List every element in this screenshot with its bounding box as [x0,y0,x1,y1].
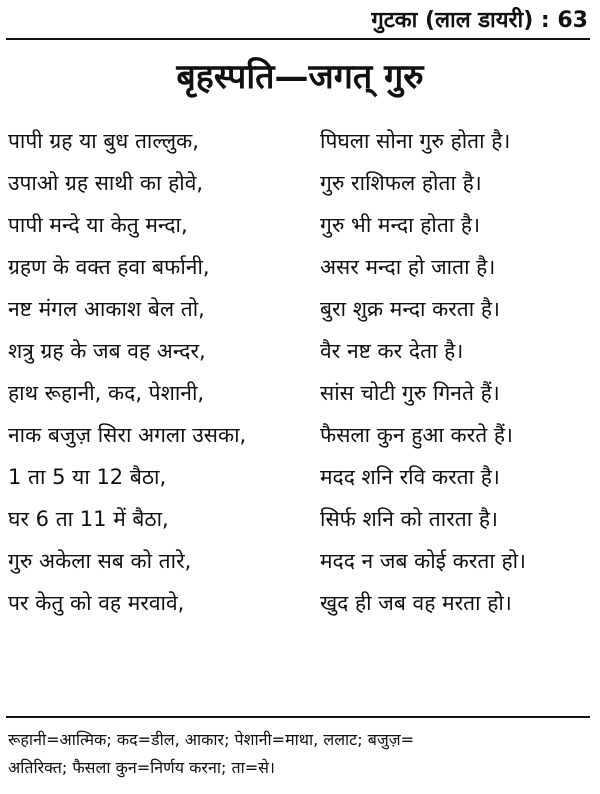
verse-right: बुरा शुक्र मन्दा करता है। [320,297,501,321]
verse-left: पापी मन्दे या केतु मन्दा, [8,213,188,237]
verse-row [8,582,592,624]
verse-row [8,330,592,372]
verse-right: फैसला कुन हुआ करते हैं। [320,423,513,447]
verse-left: 1 ता 5 या 12 बैठा, [8,465,167,489]
verse-list [8,120,592,624]
verse-left: उपाओ ग्रह साथी का होवे, [8,171,204,195]
verse-right: पिघला सोना गुरु होता है। [320,129,511,153]
verse-left: नाक बजुज़ सिरा अगला उसका, [8,423,247,447]
header-divider [6,38,590,40]
verse-left: पर केतु को वह मरवावे, [8,591,185,615]
footnote [8,726,592,782]
verse-row [8,162,592,204]
verse-right: गुरु राशिफल होता है। [320,171,482,195]
verse-left: गुरु अकेला सब को तारे, [8,549,192,573]
verse-row [8,204,592,246]
footnote-divider [6,716,590,718]
running-header: गुटका (लाल डायरी) : 63 [371,8,588,33]
verse-right: वैर नष्ट कर देता है। [320,339,464,363]
verse-left: ग्रहण के वक्त हवा बर्फानी, [8,255,210,279]
page-title: बृहस्पति—जगत् गुरु [176,57,424,97]
footnote-line-2: अतिरिक्त; फैसला कुन=निर्णय करना; ता=से। [8,758,275,777]
verse-left: पापी ग्रह या बुध ताल्लुक, [8,129,199,153]
verse-row [8,414,592,456]
verse-row [8,288,592,330]
verse-row [8,540,592,582]
verse-left: शत्रु ग्रह के जब वह अन्दर, [8,339,206,363]
verse-row [8,246,592,288]
verse-right: मदद न जब कोई करता हो। [320,549,527,573]
footnote-line-1: रूहानी=आत्मिक; कद=डील, आकार; पेशानी=माथा, ललाट; बजुज़= [8,730,415,749]
verse-right: गुरु भी मन्दा होता है। [320,213,481,237]
verse-right: मदद शनि रवि करता है। [320,465,500,489]
verse-right: असर मन्दा हो जाता है। [320,255,496,279]
verse-row [8,456,592,498]
verse-row [8,372,592,414]
verse-row [8,498,592,540]
verse-left: घर 6 ता 11 में बैठा, [8,507,169,531]
verse-right: सिर्फ शनि को तारता है। [320,507,498,531]
verse-right: खुद ही जब वह मरता हो। [320,591,512,615]
verse-right: सांस चोटी गुरु गिनते हैं। [320,381,500,405]
verse-row [8,120,592,162]
verse-left: हाथ रूहानी, कद, पेशानी, [8,381,205,405]
verse-left: नष्ट मंगल आकाश बेल तो, [8,297,205,321]
